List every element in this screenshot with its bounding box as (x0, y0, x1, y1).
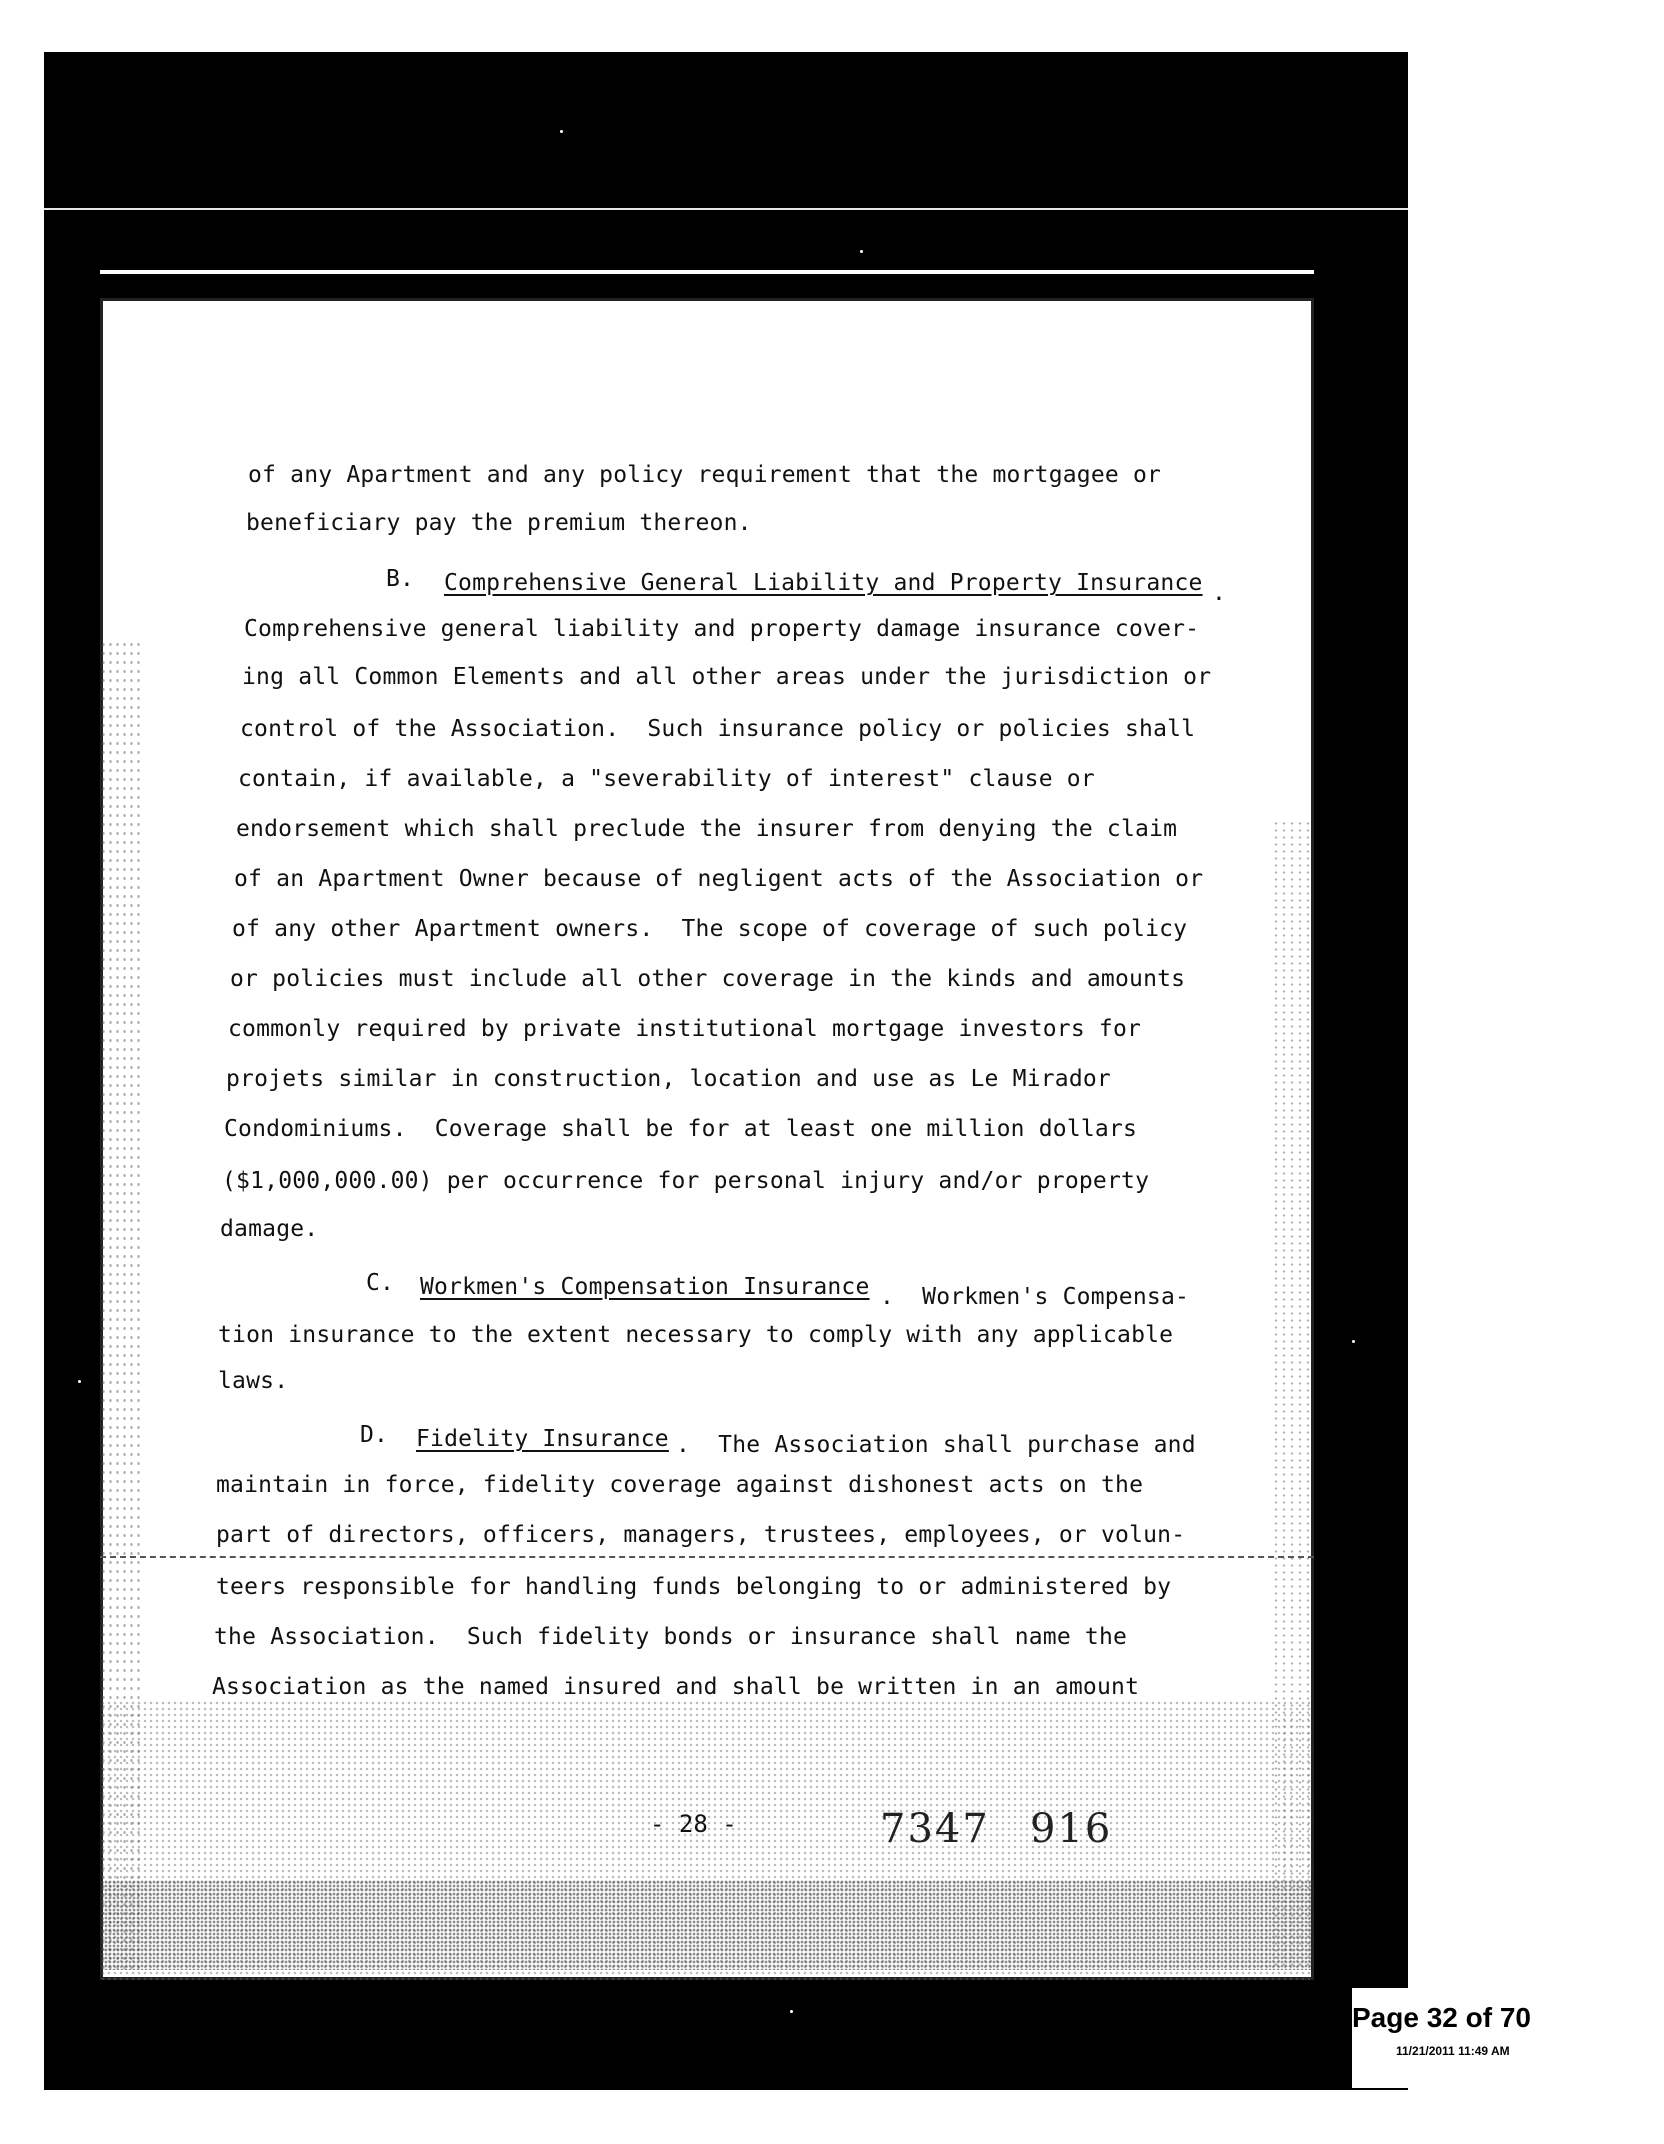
text-line-5: ing all Common Elements and all other areas under the jurisdiction or (242, 664, 1212, 690)
scan-dashed-artifact (100, 1556, 1314, 1558)
text-line-25: Association as the named insured and shall be written in an amount (212, 1674, 1140, 1700)
text-line-18: tion insurance to the extent necessary to comply with any applicable (218, 1322, 1174, 1348)
text-line-19: laws. (218, 1368, 289, 1394)
section-c-heading-rest: . Workmen's Compensa- (880, 1284, 1190, 1310)
text-line-24: the Association. Such fidelity bonds or insurance shall name the (214, 1624, 1128, 1650)
text-line-22: part of directors, officers, managers, trustees, employees, or volun- (216, 1522, 1186, 1548)
text-line-1: of any Apartment and any policy requirement that the mortgagee or (248, 462, 1162, 488)
section-d-heading-rest: . The Association shall purchase and (676, 1432, 1196, 1458)
text-line-6: control of the Association. Such insurance policy or policies shall (240, 716, 1196, 742)
text-line-23: teers responsible for handling funds belonging to or administered by (216, 1574, 1172, 1600)
scan-speck (560, 130, 563, 133)
scan-speck (790, 2010, 793, 2013)
text-line-2: beneficiary pay the premium thereon. (246, 510, 752, 536)
section-c-heading: Workmen's Compensation Insurance (420, 1274, 870, 1300)
text-line-14: Condominiums. Coverage shall be for at least one million dollars (224, 1116, 1138, 1142)
section-d-label: D. (360, 1422, 389, 1448)
scan-top-strip (44, 274, 1408, 298)
page-counter: Page 32 of 70 (1352, 2002, 1531, 2033)
section-b-label: B. (386, 566, 415, 592)
scan-bottom-border (44, 1980, 1408, 2090)
scan-left-border (44, 270, 100, 2090)
text-line-13: projets similar in construction, location and use as Le Mirador (226, 1066, 1111, 1092)
text-line-16: damage. (220, 1216, 319, 1242)
text-line-9: of an Apartment Owner because of negligent acts of the Association or (234, 866, 1204, 892)
page-number: - 28 - (650, 1810, 737, 1838)
scan-right-border (1314, 270, 1408, 2090)
print-timestamp: 11/21/2011 11:49 AM (1396, 2044, 1510, 2058)
text-line-15: ($1,000,000.00) per occurrence for personal injury and/or property (222, 1168, 1150, 1194)
scan-top-band (44, 208, 1408, 210)
scan-speck (78, 1380, 81, 1383)
text-line-7: contain, if available, a "severability of interest" clause or (238, 766, 1095, 792)
text-line-8: endorsement which shall preclude the insurer from denying the claim (236, 816, 1178, 842)
text-line-4: Comprehensive general liability and property damage insurance cover- (244, 616, 1200, 642)
text-line-12: commonly required by private institutional mortgage investors for (228, 1016, 1142, 1042)
section-b-heading-period: . (1212, 580, 1227, 606)
section-b-heading: Comprehensive General Liability and Property Insurance (444, 570, 1203, 596)
text-line-10: of any other Apartment owners. The scope of coverage of such policy (232, 916, 1188, 942)
recording-book-number: 7347 (880, 1806, 990, 1852)
scan-speck (1352, 1340, 1355, 1343)
text-line-11: or policies must include all other coverage in the kinds and amounts (230, 966, 1186, 992)
scan-speck (860, 250, 863, 253)
section-c-label: C. (366, 1270, 395, 1296)
scan-noise-bottom-dense (100, 1880, 1314, 1970)
recording-page-number: 916 (1030, 1806, 1113, 1852)
text-line-21: maintain in force, fidelity coverage against dishonest acts on the (216, 1472, 1144, 1498)
section-d-heading: Fidelity Insurance (416, 1426, 669, 1452)
scan-top-border (44, 52, 1408, 270)
